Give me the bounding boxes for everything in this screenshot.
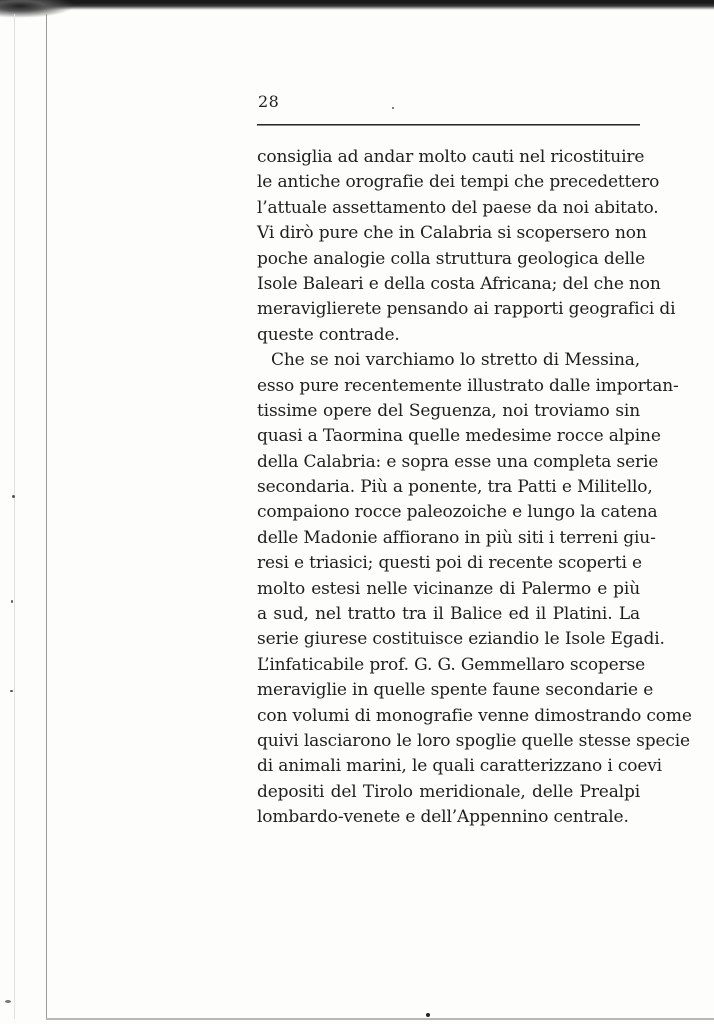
text-line: esso pure recentemente illustrato dalle importan- — [257, 375, 679, 396]
text-line: tissime opere del Seguenza, noi troviamo sin — [257, 400, 640, 421]
page-number: 28 — [258, 92, 280, 111]
text-line: di animali marini, le quali caratterizzano i coevi — [257, 756, 662, 777]
scan-speck — [12, 495, 15, 498]
text-line: resi e triasici; questi poi di recente scoperti e — [257, 553, 642, 574]
text-line: l’attuale assettamento del paese da noi abitato. — [257, 197, 659, 218]
text-line: della Calabria: e sopra esse una completa serie — [257, 451, 659, 472]
header-rule — [257, 124, 640, 126]
text-line: queste contrade. — [257, 324, 400, 345]
scan-smudge — [0, 0, 75, 18]
text-line: lombardo-venete e dell’Appennino centrale. — [257, 807, 629, 828]
text-line: secondaria. Più a ponente, tra Patti e Militello, — [257, 477, 653, 498]
text-line: con volumi di monografie venne dimostrando come — [257, 705, 692, 726]
text-line: compaiono rocce paleozoiche e lungo la catena — [257, 502, 658, 523]
scan-speck — [5, 1000, 11, 1003]
scan-bottom-edge — [46, 1018, 714, 1020]
text-line: consiglia ad andar molto cauti nel ricostituire — [257, 147, 645, 167]
text-line: a sud, nel tratto tra il Balice ed il Platini. La — [257, 604, 640, 625]
scan-speck — [392, 107, 394, 109]
text-line: Che se noi varchiamo lo stretto di Messina, — [271, 350, 640, 371]
text-line: depositi del Tirolo meridionale, delle Prealpi — [257, 781, 640, 802]
text-line: L’infaticabile prof. G. G. Gemmellaro scoperse — [257, 654, 646, 675]
text-line: Isole Baleari e della costa Africana; del che non — [257, 273, 661, 294]
text-line: le antiche orografie dei tempi che precedettero — [257, 172, 660, 193]
text-line: poche analogie colla struttura geologica delle — [257, 248, 646, 269]
scan-speck — [426, 1013, 430, 1017]
scan-speck — [10, 690, 13, 692]
scan-top-edge — [0, 0, 714, 10]
text-line: molto estesi nelle vicinanze di Palermo e più — [257, 578, 640, 599]
scan-left-edge-faint — [14, 14, 15, 1019]
text-line: Vi dirò pure che in Calabria si scopersero non — [257, 223, 647, 244]
body-text — [257, 145, 692, 831]
text-line: serie giurese costituisce eziandio le Isole Egadi. — [257, 629, 665, 650]
text-line: quasi a Taormina quelle medesime rocce alpine — [257, 426, 661, 447]
scan-speck — [11, 600, 13, 603]
text-line: meraviglierete pensando ai rapporti geografici di — [257, 299, 676, 320]
scan-left-edge — [46, 14, 47, 1019]
text-line: delle Madonie affiorano in più siti i terreni giu- — [257, 527, 656, 548]
text-line: meraviglie in quelle spente faune secondarie e — [257, 680, 654, 701]
text-line: quivi lasciarono le loro spoglie quelle stesse specie — [257, 730, 690, 751]
